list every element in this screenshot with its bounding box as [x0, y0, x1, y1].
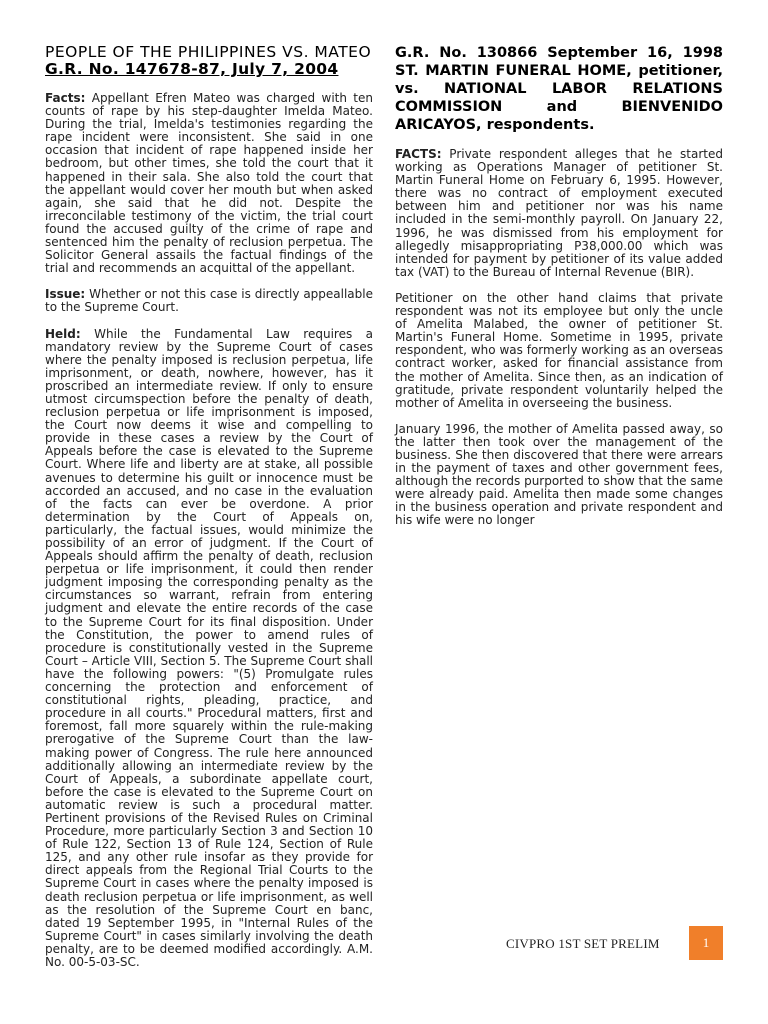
- case1-issue-text: Whether or not this case is directly appeallable to the Supreme Court.: [45, 287, 373, 315]
- case2-facts: [395, 148, 723, 279]
- page-number: 1: [702, 935, 710, 950]
- case1-held-label: Held:: [45, 326, 81, 341]
- page-number-badge: [689, 926, 723, 960]
- left-column: [45, 44, 373, 982]
- right-column: [395, 44, 723, 541]
- case2-facts-label: FACTS:: [395, 147, 442, 161]
- case1-held-text: While the Fundamental Law requires a mandatory review by the Supreme Court of cases where the penalty imposed is reclusion perpetua, life imprisonment, or death, nowhere, however, has it proscribed an intermediate review. If only to ensure utmost circumspection before the penalty of death, reclusion perpetua or life imprisonment is imposed, the Court now deems it wise and compelling to provide in these cases a review by the Court of Appeals before the case is elevated to the Supreme Court. Where life and liberty are at stake, all possible avenues to determine his guilt or innocence must be accorded an accused, and no case in the evaluation of the facts can ever be overdone. A prior determination by the Court of Appeals on, particularly, the factual issues, would minimize the possibility of an error of judgment. If the Court of Appeals should affirm the penalty of death, reclusion perpetua or life imprisonment, it could then render judgment imposing the corresponding penalty as the circumstances so warrant, refrain from entering judgment and elevate the entire records of the case to the Supreme Court for its final disposition. Under the Constitution, the power to amend rules of procedure is constitutionally vested in the Supreme Court – Article VIII, Section 5. The Supreme Court shall have the following powers: "(5) Promulgate rules concerning the protection and enforcement of constitutional rights, pleading, practice, and procedure in all courts." Procedural matters, first and foremost, fall more squarely within the rule-making prerogative of the Supreme Court than the law-making power of Congress. The rule here announced additionally allowing an intermediate review by the Court of Appeals, a subordinate appellate court, before the case is elevated to the Supreme Court on automatic review is such a procedural matter. Pertinent provisions of the Revised Rules on Criminal Procedure, more particularly Section 3 and Section 10 of Rule 122, Section 13 of Rule 124, Section of Rule 125, and any other rule insofar as they provide for direct appeals from the Regional Trial Courts to the Supreme Court in cases where the penalty imposed is death reclusion perpetua or life imprisonment, as well as the resolution of the Supreme Court en banc, dated 19 September 1995, in "Internal Rules of the Supreme Court" in cases similarly involving the death penalty, are to be deemed modified accordingly. A.M. No. 00-5-03-SC.: [45, 326, 373, 969]
- case1-title: PEOPLE OF THE PHILIPPINES VS. MATEO: [45, 43, 372, 61]
- case1-held: [45, 328, 373, 970]
- case1-facts-text: Appellant Efren Mateo was charged with ten counts of rape by his step-daughter Imelda Mateo. During the trial, Imelda's testimonies regarding the rape incident were inconsistent. She said in one occasion that incident of rape happened inside her bedroom, but other times, she told the court that it happened in their sala. She also told the court that the appellant would cover her mouth but when asked again, she said that he did not. Despite the irreconcilable testimony of the victim, the trial court found the accused guilty of the crime of rape and sentenced him the penalty of reclusion perpetua. The Solicitor General assails the factual findings of the trial and recommends an acquittal of the appellant.: [45, 91, 373, 276]
- footer-label: CIVPRO 1ST SET PRELIM: [506, 936, 660, 951]
- case1-gr-number: G.R. No. 147678-87, July 7, 2004: [45, 60, 339, 78]
- case1-issue: [45, 288, 373, 314]
- case1-facts: [45, 92, 373, 275]
- case2-facts-text: Private respondent alleges that he started working as Operations Manager of petitioner St. Martin Funeral Home on February 6, 1995. However, there was no contract of employment executed between him and petitioner nor was his name included in the semi-monthly payroll. On January 22, 1996, he was dismissed from his employment for allegedly misappropriating P38,000.00 which was intended for payment by petitioner of its value added tax (VAT) to the Bureau of Internal Revenue (BIR).: [395, 147, 723, 279]
- case1-heading: [45, 44, 373, 78]
- case1-issue-label: Issue:: [45, 287, 86, 302]
- case1-facts-label: Facts:: [45, 91, 86, 105]
- case2-heading: G.R. No. 130866 September 16, 1998 ST. MARTIN FUNERAL HOME, petitioner, vs. NATIONAL LABOR RELATIONS COMMISSION and BIENVENIDO ARICAYOS, respondents.: [395, 45, 723, 133]
- case2-paragraph-2: Petitioner on the other hand claims that private respondent was not its employee but only the uncle of Amelita Malabed, the owner of petitioner St. Martin's Funeral Home. Sometime in 1995, private respondent, who was formerly working as an overseas contract worker, asked for financial assistance from the mother of Amelita. Since then, as an indication of gratitude, private respondent voluntarily helped the mother of Amelita in overseeing the business.: [395, 290, 723, 410]
- case2-paragraph-3: January 1996, the mother of Amelita passed away, so the latter then took over the management of the business. She then discovered that there were arrears in the payment of taxes and other government fees, although the records purported to show that the same were already paid. Amelita then made some changes in the business operation and private respondent and his wife were no longer: [395, 421, 723, 528]
